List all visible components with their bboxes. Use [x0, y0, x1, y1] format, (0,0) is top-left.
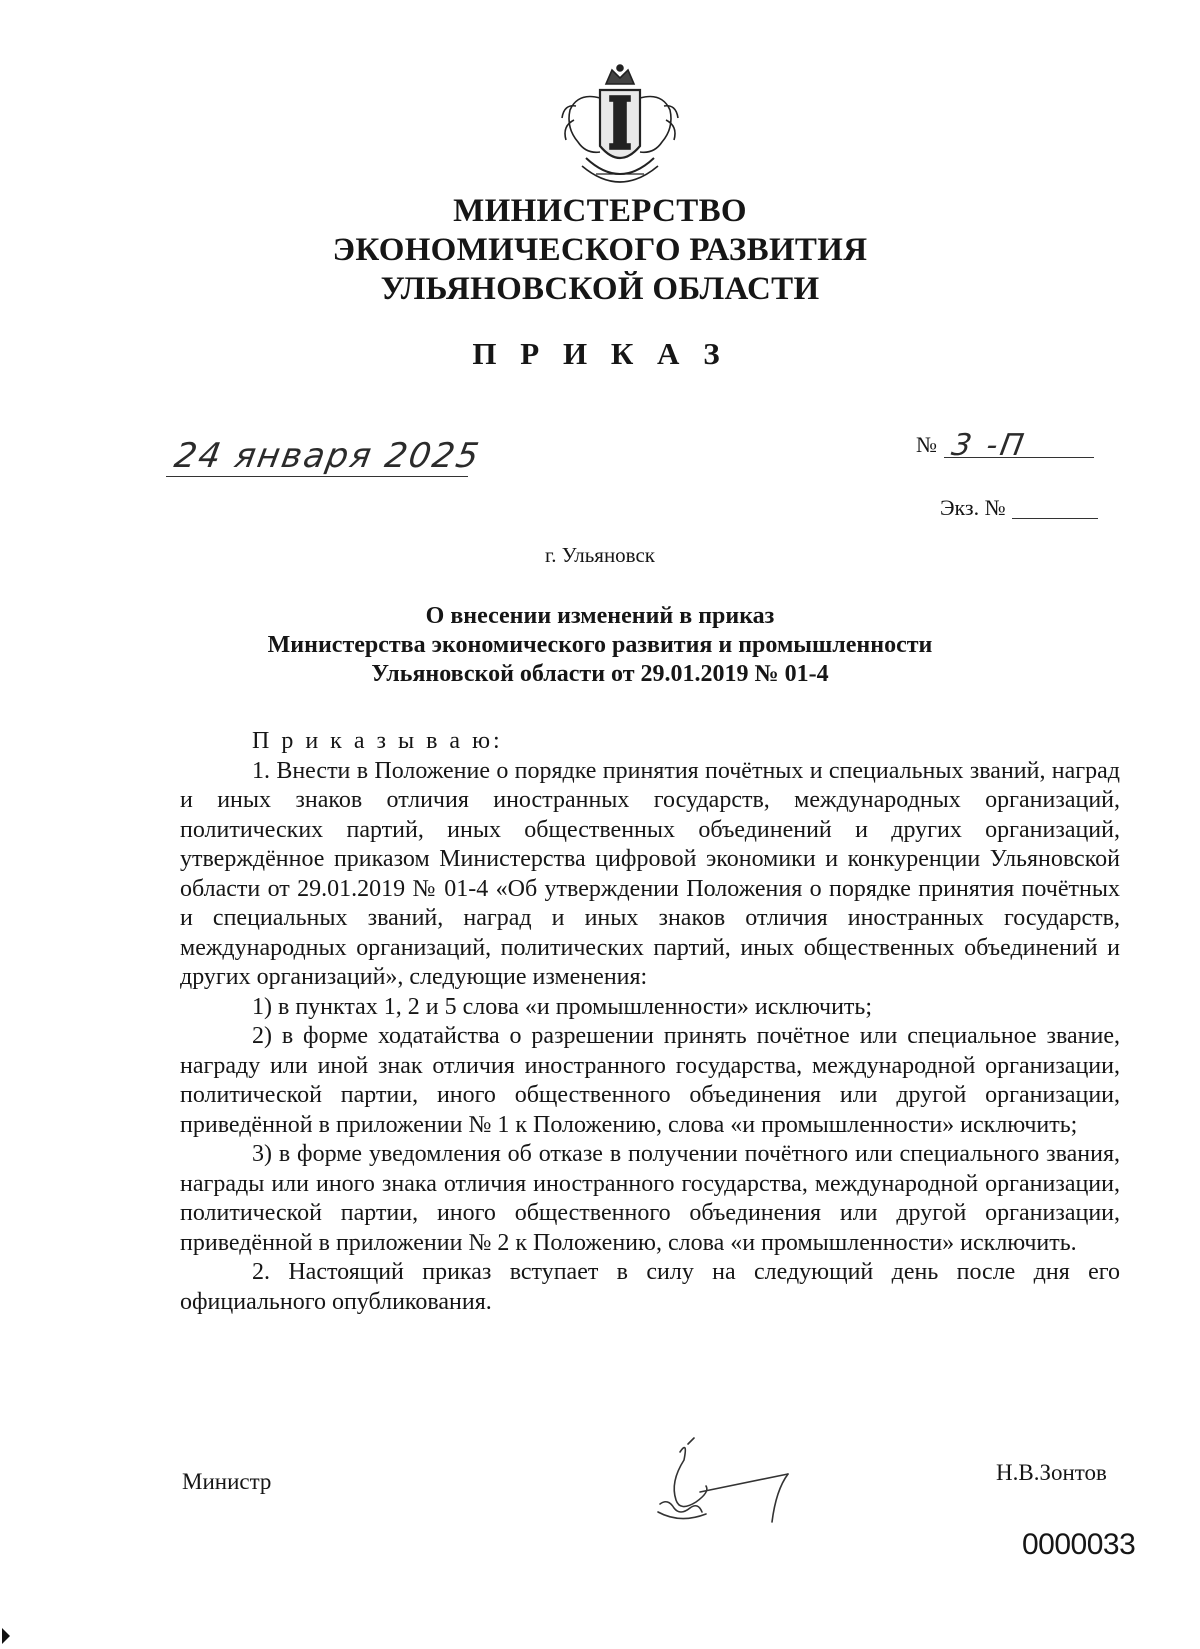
subject-line-3: Ульяновской области от 29.01.2019 № 01-4 [371, 661, 829, 687]
document-type: П Р И К А З [472, 336, 728, 371]
copy-number-underline [1012, 518, 1098, 519]
item-2: 2. Настоящий приказ вступает в силу на следующий день после дня его официального опубликования. [180, 1259, 1120, 1315]
handwritten-number: 3 -П [948, 428, 1030, 463]
handwritten-date: 24 января 2025 [171, 436, 484, 476]
serial-number: 0000033 [1022, 1528, 1136, 1561]
document-subject [200, 602, 1000, 689]
copy-number-label: Экз. № [940, 495, 1006, 520]
ministry-line-2: ЭКОНОМИЧЕСКОГО РАЗВИТИЯ [332, 232, 868, 268]
subject-line-2: Министерства экономического развития и промышленности [267, 632, 933, 658]
ministry-line-1: МИНИСТЕРСТВО [453, 193, 747, 229]
coat-of-arms-icon [556, 62, 684, 198]
signature-icon [640, 1430, 830, 1530]
sub-item-1: 1) в пунктах 1, 2 и 5 слова «и промышленности» исключить; [252, 993, 873, 1020]
signer-name: Н.В.Зонтов [996, 1460, 1107, 1485]
number-label: № [916, 432, 937, 457]
document-body [180, 727, 1120, 1317]
scan-mark-icon [0, 1626, 14, 1646]
sub-item-2: 2) в форме ходатайства о разрешении принять почётное или специальное звание, награду или иной знак отличия иностранного государства, международной организации, политической партии, иного общественного объединения или другой организации, приведённой в приложении № 1 к Положению, слова «и промышленности» исключить; [180, 1023, 1120, 1138]
order-word: П р и к а з ы в а ю: [252, 728, 503, 754]
ministry-name [300, 192, 900, 309]
signer-position: Министр [182, 1469, 272, 1494]
city: г. Ульяновск [544, 543, 655, 567]
subject-line-1: О внесении изменений в приказ [425, 603, 775, 629]
sub-item-3: 3) в форме уведомления об отказе в получении почётного или специального звания, награды или иного знака отличия иностранного государства, международной организации, политической партии, иного общественного объединения или другой организации, приведённой в приложении № 2 к Положению, слова «и промышленности» исключить. [180, 1141, 1120, 1256]
ministry-line-3: УЛЬЯНОВСКОЙ ОБЛАСТИ [380, 271, 820, 307]
item-1: 1. Внести в Положение о порядке принятия почётных и специальных званий, наград и иных знаков отличия иностранных государств, международных организаций, политических партий, иных общественных объединений и других организаций, утверждённое приказом Министерства цифровой экономики и конкуренции Ульяновской области от 29.01.2019 № 01-4 «Об утверждении Положения о порядке принятия почётных и специальных званий, наград и иных знаков отличия иностранных государств, международных организаций, политических партий, иных общественных объединений и других организаций», следующие изменения: [180, 757, 1120, 990]
